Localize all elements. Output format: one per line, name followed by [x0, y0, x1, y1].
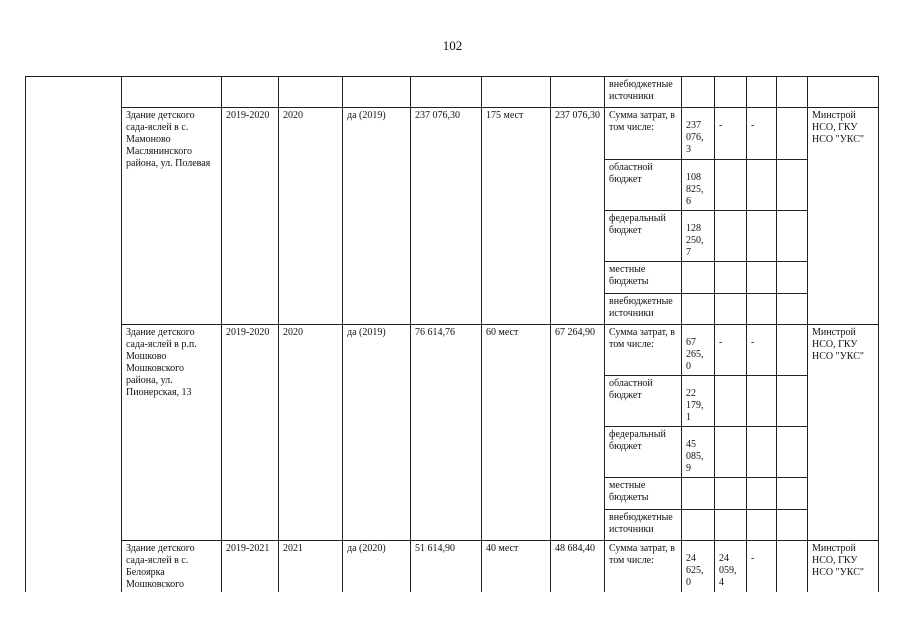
amount-cell: - [715, 108, 747, 160]
total-cost: 48 684,40 [551, 541, 605, 601]
responsible-executor: Минстрой НСО, ГКУ НСО "УКС" [808, 541, 879, 601]
amount-cell: - [747, 541, 777, 601]
construction-period: 2019-2020 [222, 108, 279, 325]
design-documentation: да (2020) [343, 541, 411, 601]
estimated-cost: 237 076,30 [411, 108, 482, 325]
amount-cell: 67 265, 0 [682, 325, 715, 376]
construction-period: 2019-2020 [222, 325, 279, 541]
section-cell [26, 77, 122, 601]
estimated-cost: 51 614,90 [411, 541, 482, 601]
source-label: внебюджетные источники [605, 294, 682, 325]
design-documentation: да (2019) [343, 108, 411, 325]
amount-cell: 24 625, 0 [682, 541, 715, 601]
continuation-row [26, 77, 879, 108]
source-label: областной бюджет [605, 160, 682, 211]
construction-period: 2019-2021 [222, 541, 279, 601]
program-table [25, 76, 879, 601]
amount-cell: 128 250, 7 [682, 211, 715, 262]
amount-cell: - [747, 325, 777, 376]
object-name: Здание детского сада-яслей в с. Мамоново Маслянинского района, ул. Полевая [122, 108, 222, 325]
amount-cell: 22 179, 1 [682, 376, 715, 427]
page-number: 102 [442, 38, 463, 53]
commissioning-year: 2020 [279, 108, 343, 325]
capacity: 60 мест [482, 325, 551, 541]
source-label: областной бюджет [605, 376, 682, 427]
commissioning-year: 2020 [279, 325, 343, 541]
commissioning-year: 2021 [279, 541, 343, 601]
estimated-cost: 76 614,76 [411, 325, 482, 541]
capacity: 40 мест [482, 541, 551, 601]
source-label: Сумма затрат, в том числе: [605, 541, 682, 601]
page-bottom-margin [0, 592, 905, 640]
source-label: федеральный бюджет [605, 427, 682, 478]
amount-cell: 108 825, 6 [682, 160, 715, 211]
amount-cell: 24 059, 4 [715, 541, 747, 601]
total-cost: 237 076,30 [551, 108, 605, 325]
source-label: внебюджетные источники [605, 77, 682, 108]
design-documentation: да (2019) [343, 325, 411, 541]
object-name: Здание детского сада-яслей в с. Белоярка Мошковского [122, 541, 222, 601]
amount-cell: - [715, 325, 747, 376]
amount-cell: - [747, 108, 777, 160]
source-label: федеральный бюджет [605, 211, 682, 262]
amount-cell: 237 076, 3 [682, 108, 715, 160]
source-label: внебюджетные источники [605, 510, 682, 541]
responsible-executor: Минстрой НСО, ГКУ НСО "УКС" [808, 325, 879, 541]
amount-cell: 45 085, 9 [682, 427, 715, 478]
table-row [26, 325, 879, 376]
source-label: Сумма затрат, в том числе: [605, 108, 682, 160]
object-name: Здание детского сада-яслей в р.п. Мошково Мошковского района, ул. Пионерская, 13 [122, 325, 222, 541]
total-cost: 67 264,90 [551, 325, 605, 541]
capacity: 175 мест [482, 108, 551, 325]
table-row [26, 108, 879, 160]
source-label: местные бюджеты [605, 478, 682, 510]
source-label: Сумма затрат, в том числе: [605, 325, 682, 376]
responsible-executor: Минстрой НСО, ГКУ НСО "УКС" [808, 108, 879, 325]
source-label: местные бюджеты [605, 262, 682, 294]
